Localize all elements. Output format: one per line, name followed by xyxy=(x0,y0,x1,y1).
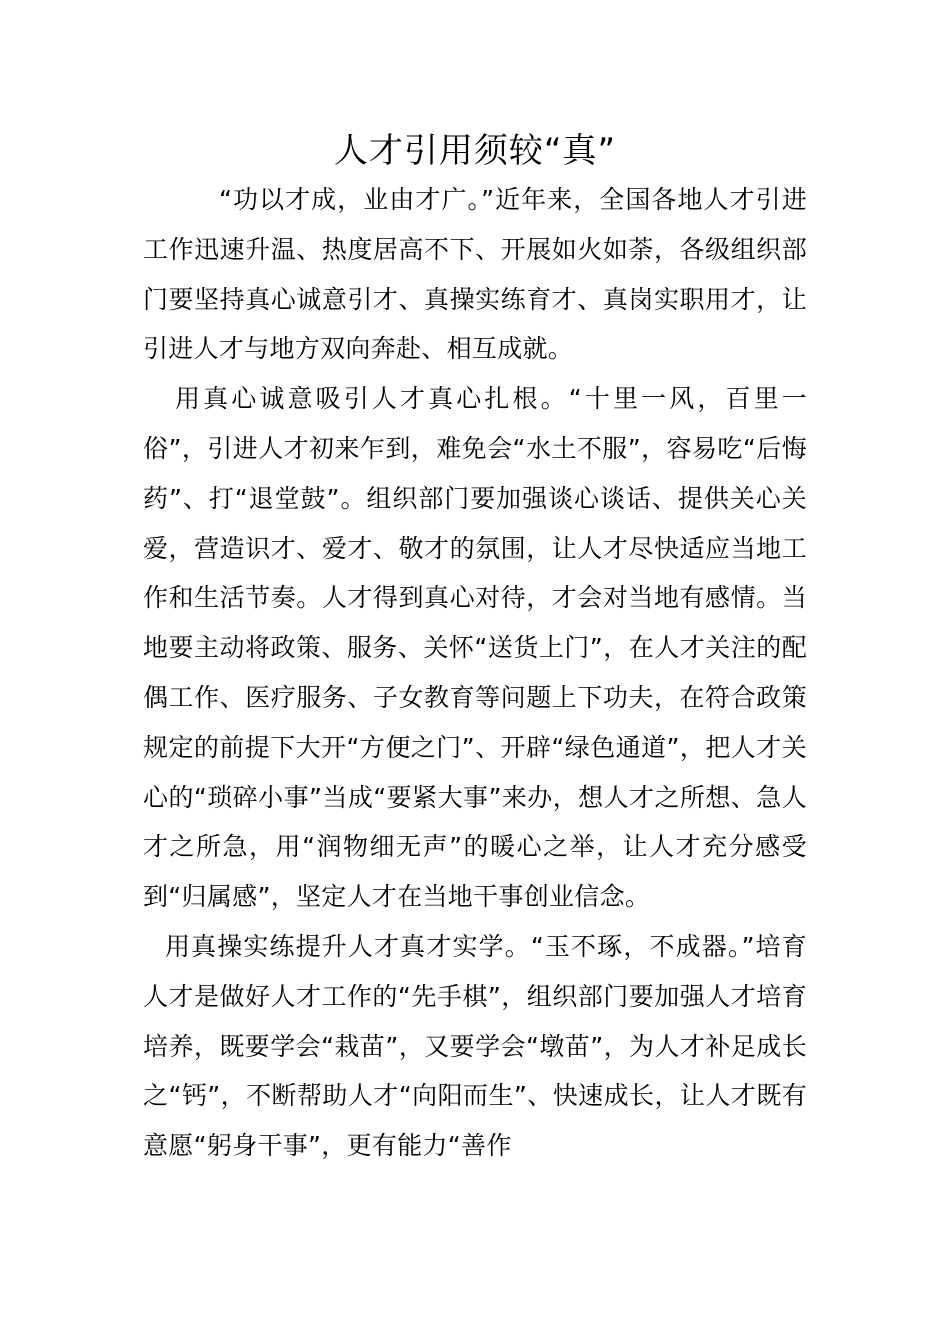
paragraph-intro: “功以才成，业由才广。”近年来，全国各地人才引进工作迅速升温、热度居高不下、开展如火如荼，各级组织部门要坚持真心诚意引才、真操实练育才、真岗实职用才，让引进人才与地方双向奔赴、相互成就。 xyxy=(143,185,807,364)
document-title: 人才引用须较“真” xyxy=(333,131,617,171)
document-body xyxy=(143,175,807,1171)
paragraph-train-talent: 用真操实练提升人才真才实学。“玉不琢，不成器。”培育人才是做好人才工作的“先手棋”，组织部门要加强人才培育培养，既要学会“栽苗”，又要学会“墩苗”，为人才补足成长之“钙”，不断帮助人才“向阳而生”、快速成长，让人才既有意愿“躬身干事”，更有能力“善作 xyxy=(143,931,807,1161)
paragraph-attract-talent: 用真心诚意吸引人才真心扎根。“十里一风，百里一俗”，引进人才初来乍到，难免会“水土不服”，容易吃“后悔药”、打“退堂鼓”。组织部门要加强谈心谈话、提供关心关爱，营造识才、爱才、敬才的氛围，让人才尽快适应当地工作和生活节奏。人才得到真心对待，才会对当地有感情。当地要主动将政策、服务、关怀“送货上门”，在人才关注的配偶工作、医疗服务、子女教育等问题上下功夫，在符合政策规定的前提下大开“方便之门”、开辟“绿色通道”，把人才关心的“琐碎小事”当成“要紧大事”来办，想人才之所想、急人才之所急，用“润物细无声”的暖心之举，让人才充分感受到“归属感”，坚定人才在当地干事创业信念。 xyxy=(143,384,807,912)
